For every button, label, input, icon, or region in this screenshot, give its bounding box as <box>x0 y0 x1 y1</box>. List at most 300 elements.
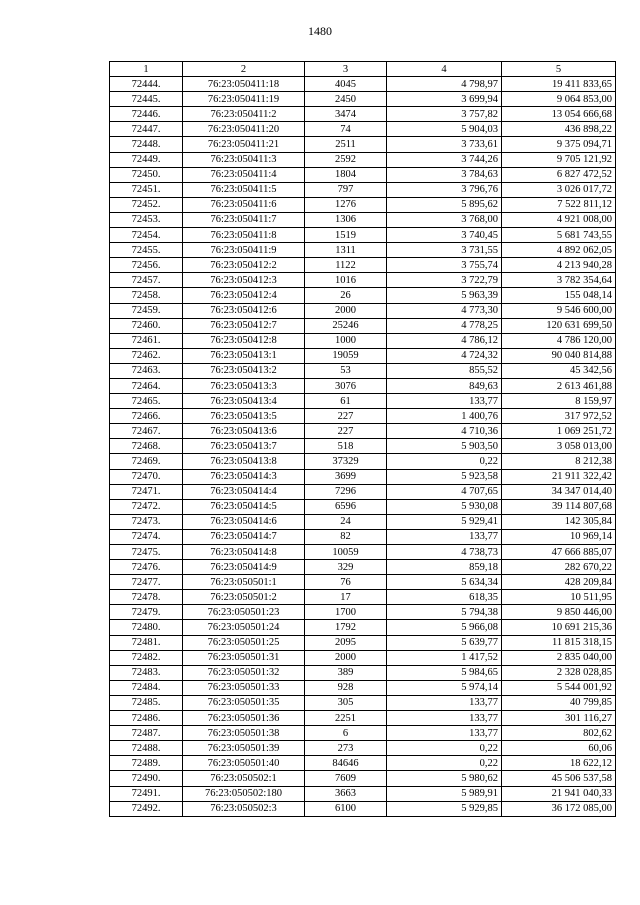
cadastral-number-cell: 76:23:050414:4 <box>183 484 305 499</box>
value-cell: 4 786 120,00 <box>502 333 616 348</box>
area-cell: 2511 <box>305 137 387 152</box>
rate-cell: 133,77 <box>387 711 502 726</box>
row-number-cell: 72478. <box>110 590 183 605</box>
table-row <box>110 212 616 227</box>
table-row <box>110 243 616 258</box>
cadastral-number-cell: 76:23:050414:5 <box>183 499 305 514</box>
table-row <box>110 197 616 212</box>
cadastral-number-cell: 76:23:050413:8 <box>183 454 305 469</box>
rate-cell: 3 796,76 <box>387 182 502 197</box>
rate-cell: 3 784,63 <box>387 167 502 182</box>
cadastral-number-cell: 76:23:050414:7 <box>183 529 305 544</box>
row-number-cell: 72449. <box>110 152 183 167</box>
rate-cell: 4 773,30 <box>387 303 502 318</box>
table-row <box>110 454 616 469</box>
area-cell: 82 <box>305 529 387 544</box>
value-cell: 2 328 028,85 <box>502 665 616 680</box>
rate-cell: 855,52 <box>387 363 502 378</box>
area-cell: 3663 <box>305 786 387 801</box>
area-cell: 227 <box>305 409 387 424</box>
cadastral-number-cell: 76:23:050413:1 <box>183 348 305 363</box>
area-cell: 19059 <box>305 348 387 363</box>
cadastral-number-cell: 76:23:050412:6 <box>183 303 305 318</box>
row-number-cell: 72456. <box>110 258 183 273</box>
value-cell: 3 026 017,72 <box>502 182 616 197</box>
cadastral-number-cell: 76:23:050502:3 <box>183 801 305 816</box>
rate-cell: 5 963,39 <box>387 288 502 303</box>
cadastral-number-cell: 76:23:050411:20 <box>183 122 305 137</box>
table-row <box>110 605 616 620</box>
rate-cell: 1 417,52 <box>387 650 502 665</box>
row-number-cell: 72487. <box>110 726 183 741</box>
table-row <box>110 665 616 680</box>
value-cell: 10 511,95 <box>502 590 616 605</box>
row-number-cell: 72483. <box>110 665 183 680</box>
column-header: 5 <box>502 62 616 77</box>
area-cell: 3474 <box>305 107 387 122</box>
area-cell: 6100 <box>305 801 387 816</box>
area-cell: 3699 <box>305 469 387 484</box>
area-cell: 26 <box>305 288 387 303</box>
area-cell: 7609 <box>305 771 387 786</box>
cadastral-number-cell: 76:23:050501:40 <box>183 756 305 771</box>
area-cell: 6596 <box>305 499 387 514</box>
row-number-cell: 72453. <box>110 212 183 227</box>
table-row <box>110 77 616 92</box>
column-header: 3 <box>305 62 387 77</box>
value-cell: 40 799,85 <box>502 695 616 710</box>
row-number-cell: 72461. <box>110 333 183 348</box>
area-cell: 6 <box>305 726 387 741</box>
value-cell: 18 622,12 <box>502 756 616 771</box>
cadastral-number-cell: 76:23:050411:4 <box>183 167 305 182</box>
row-number-cell: 72445. <box>110 92 183 107</box>
cadastral-number-cell: 76:23:050412:2 <box>183 258 305 273</box>
table-row <box>110 711 616 726</box>
table-row <box>110 333 616 348</box>
table-row <box>110 409 616 424</box>
row-number-cell: 72484. <box>110 680 183 695</box>
value-cell: 155 048,14 <box>502 288 616 303</box>
cadastral-number-cell: 76:23:050501:24 <box>183 620 305 635</box>
table-row <box>110 771 616 786</box>
table-row <box>110 756 616 771</box>
rate-cell: 133,77 <box>387 394 502 409</box>
table-row <box>110 650 616 665</box>
cadastral-number-cell: 76:23:050501:2 <box>183 590 305 605</box>
cadastral-number-cell: 76:23:050411:3 <box>183 152 305 167</box>
rate-cell: 3 768,00 <box>387 212 502 227</box>
area-cell: 1311 <box>305 243 387 258</box>
table-row <box>110 575 616 590</box>
row-number-cell: 72473. <box>110 514 183 529</box>
area-cell: 1519 <box>305 228 387 243</box>
value-cell: 21 941 040,33 <box>502 786 616 801</box>
value-cell: 4 921 008,00 <box>502 212 616 227</box>
rate-cell: 133,77 <box>387 726 502 741</box>
cadastral-number-cell: 76:23:050411:5 <box>183 182 305 197</box>
table-row <box>110 228 616 243</box>
row-number-cell: 72447. <box>110 122 183 137</box>
rate-cell: 3 731,55 <box>387 243 502 258</box>
rate-cell: 5 923,58 <box>387 469 502 484</box>
rate-cell: 3 757,82 <box>387 107 502 122</box>
rate-cell: 4 724,32 <box>387 348 502 363</box>
area-cell: 273 <box>305 741 387 756</box>
value-cell: 90 040 814,88 <box>502 348 616 363</box>
cadastral-number-cell: 76:23:050413:3 <box>183 378 305 393</box>
row-number-cell: 72451. <box>110 182 183 197</box>
value-cell: 9 546 600,00 <box>502 303 616 318</box>
rate-cell: 5 930,08 <box>387 499 502 514</box>
row-number-cell: 72488. <box>110 741 183 756</box>
area-cell: 3076 <box>305 378 387 393</box>
value-cell: 2 835 040,00 <box>502 650 616 665</box>
rate-cell: 5 929,85 <box>387 801 502 816</box>
table-row <box>110 499 616 514</box>
table-row <box>110 726 616 741</box>
row-number-cell: 72491. <box>110 786 183 801</box>
value-cell: 1 069 251,72 <box>502 424 616 439</box>
area-cell: 1000 <box>305 333 387 348</box>
rate-cell: 849,63 <box>387 378 502 393</box>
value-cell: 9 064 853,00 <box>502 92 616 107</box>
row-number-cell: 72466. <box>110 409 183 424</box>
cadastral-number-cell: 76:23:050412:3 <box>183 273 305 288</box>
value-cell: 5 544 001,92 <box>502 680 616 695</box>
cadastral-number-cell: 76:23:050412:4 <box>183 288 305 303</box>
value-cell: 802,62 <box>502 726 616 741</box>
area-cell: 1122 <box>305 258 387 273</box>
table-row <box>110 378 616 393</box>
table-row <box>110 786 616 801</box>
value-cell: 36 172 085,00 <box>502 801 616 816</box>
area-cell: 2251 <box>305 711 387 726</box>
cadastral-number-cell: 76:23:050501:23 <box>183 605 305 620</box>
table-row <box>110 801 616 816</box>
table-row <box>110 424 616 439</box>
cadastral-number-cell: 76:23:050501:36 <box>183 711 305 726</box>
cadastral-number-cell: 76:23:050411:18 <box>183 77 305 92</box>
cadastral-number-cell: 76:23:050501:35 <box>183 695 305 710</box>
row-number-cell: 72465. <box>110 394 183 409</box>
rate-cell: 4 786,12 <box>387 333 502 348</box>
value-cell: 120 631 699,50 <box>502 318 616 333</box>
cadastral-number-cell: 76:23:050411:8 <box>183 228 305 243</box>
rate-cell: 5 984,65 <box>387 665 502 680</box>
area-cell: 329 <box>305 560 387 575</box>
row-number-cell: 72485. <box>110 695 183 710</box>
table-row <box>110 680 616 695</box>
value-cell: 4 213 940,28 <box>502 258 616 273</box>
value-cell: 436 898,22 <box>502 122 616 137</box>
area-cell: 1804 <box>305 167 387 182</box>
area-cell: 2095 <box>305 635 387 650</box>
row-number-cell: 72450. <box>110 167 183 182</box>
value-cell: 2 613 461,88 <box>502 378 616 393</box>
value-cell: 9 850 446,00 <box>502 605 616 620</box>
value-cell: 428 209,84 <box>502 575 616 590</box>
table-row <box>110 514 616 529</box>
area-cell: 1276 <box>305 197 387 212</box>
row-number-cell: 72479. <box>110 605 183 620</box>
value-cell: 39 114 807,68 <box>502 499 616 514</box>
rate-cell: 3 699,94 <box>387 92 502 107</box>
value-cell: 3 058 013,00 <box>502 439 616 454</box>
area-cell: 2000 <box>305 650 387 665</box>
value-cell: 11 815 318,15 <box>502 635 616 650</box>
area-cell: 2000 <box>305 303 387 318</box>
table-row <box>110 439 616 454</box>
value-cell: 3 782 354,64 <box>502 273 616 288</box>
area-cell: 74 <box>305 122 387 137</box>
value-cell: 8 159,97 <box>502 394 616 409</box>
rate-cell: 5 980,62 <box>387 771 502 786</box>
area-cell: 2592 <box>305 152 387 167</box>
rate-cell: 1 400,76 <box>387 409 502 424</box>
row-number-cell: 72477. <box>110 575 183 590</box>
area-cell: 76 <box>305 575 387 590</box>
rate-cell: 3 740,45 <box>387 228 502 243</box>
row-number-cell: 72471. <box>110 484 183 499</box>
value-cell: 5 681 743,55 <box>502 228 616 243</box>
rate-cell: 0,22 <box>387 756 502 771</box>
cadastral-number-cell: 76:23:050414:8 <box>183 545 305 560</box>
area-cell: 1306 <box>305 212 387 227</box>
rate-cell: 0,22 <box>387 454 502 469</box>
row-number-cell: 72476. <box>110 560 183 575</box>
rate-cell: 0,22 <box>387 741 502 756</box>
row-number-cell: 72446. <box>110 107 183 122</box>
row-number-cell: 72474. <box>110 529 183 544</box>
cadastral-number-cell: 76:23:050411:2 <box>183 107 305 122</box>
rate-cell: 5 904,03 <box>387 122 502 137</box>
row-number-cell: 72481. <box>110 635 183 650</box>
area-cell: 53 <box>305 363 387 378</box>
table-row <box>110 137 616 152</box>
table-row <box>110 92 616 107</box>
area-cell: 61 <box>305 394 387 409</box>
table-row <box>110 273 616 288</box>
rate-cell: 4 738,73 <box>387 545 502 560</box>
rate-cell: 3 744,26 <box>387 152 502 167</box>
rate-cell: 133,77 <box>387 529 502 544</box>
row-number-cell: 72480. <box>110 620 183 635</box>
value-cell: 34 347 014,40 <box>502 484 616 499</box>
cadastral-number-cell: 76:23:050501:1 <box>183 575 305 590</box>
row-number-cell: 72490. <box>110 771 183 786</box>
area-cell: 10059 <box>305 545 387 560</box>
row-number-cell: 72462. <box>110 348 183 363</box>
value-cell: 10 691 215,36 <box>502 620 616 635</box>
data-table <box>109 61 616 817</box>
area-cell: 24 <box>305 514 387 529</box>
table-row <box>110 484 616 499</box>
area-cell: 17 <box>305 590 387 605</box>
value-cell: 317 972,52 <box>502 409 616 424</box>
rate-cell: 859,18 <box>387 560 502 575</box>
row-number-cell: 72448. <box>110 137 183 152</box>
table-header-row <box>110 62 616 77</box>
cadastral-number-cell: 76:23:050411:19 <box>183 92 305 107</box>
area-cell: 797 <box>305 182 387 197</box>
area-cell: 25246 <box>305 318 387 333</box>
rate-cell: 5 989,91 <box>387 786 502 801</box>
area-cell: 4045 <box>305 77 387 92</box>
row-number-cell: 72475. <box>110 545 183 560</box>
value-cell: 45 506 537,58 <box>502 771 616 786</box>
table-row <box>110 258 616 273</box>
cadastral-number-cell: 76:23:050501:32 <box>183 665 305 680</box>
page-number: 1480 <box>308 24 332 38</box>
column-header: 4 <box>387 62 502 77</box>
value-cell: 4 892 062,05 <box>502 243 616 258</box>
cadastral-number-cell: 76:23:050412:8 <box>183 333 305 348</box>
table-row <box>110 590 616 605</box>
row-number-cell: 72489. <box>110 756 183 771</box>
rate-cell: 5 639,77 <box>387 635 502 650</box>
table-body <box>110 62 616 817</box>
table-row <box>110 469 616 484</box>
table-row <box>110 695 616 710</box>
cadastral-number-cell: 76:23:050412:7 <box>183 318 305 333</box>
area-cell: 227 <box>305 424 387 439</box>
table-row <box>110 122 616 137</box>
table-row <box>110 152 616 167</box>
cadastral-number-cell: 76:23:050501:33 <box>183 680 305 695</box>
table-row <box>110 620 616 635</box>
row-number-cell: 72454. <box>110 228 183 243</box>
value-cell: 47 666 885,07 <box>502 545 616 560</box>
row-number-cell: 72459. <box>110 303 183 318</box>
row-number-cell: 72468. <box>110 439 183 454</box>
rate-cell: 5 794,38 <box>387 605 502 620</box>
row-number-cell: 72444. <box>110 77 183 92</box>
area-cell: 305 <box>305 695 387 710</box>
rate-cell: 5 895,62 <box>387 197 502 212</box>
rate-cell: 5 903,50 <box>387 439 502 454</box>
cadastral-number-cell: 76:23:050501:38 <box>183 726 305 741</box>
cadastral-number-cell: 76:23:050411:21 <box>183 137 305 152</box>
row-number-cell: 72452. <box>110 197 183 212</box>
value-cell: 45 342,56 <box>502 363 616 378</box>
row-number-cell: 72470. <box>110 469 183 484</box>
table-row <box>110 363 616 378</box>
row-number-cell: 72455. <box>110 243 183 258</box>
row-number-cell: 72460. <box>110 318 183 333</box>
value-cell: 9 705 121,92 <box>502 152 616 167</box>
row-number-cell: 72464. <box>110 378 183 393</box>
table-row <box>110 107 616 122</box>
rate-cell: 4 710,36 <box>387 424 502 439</box>
table-row <box>110 318 616 333</box>
rate-cell: 5 929,41 <box>387 514 502 529</box>
area-cell: 1792 <box>305 620 387 635</box>
area-cell: 518 <box>305 439 387 454</box>
table-row <box>110 529 616 544</box>
table-row <box>110 545 616 560</box>
rate-cell: 3 733,61 <box>387 137 502 152</box>
cadastral-number-cell: 76:23:050501:31 <box>183 650 305 665</box>
value-cell: 60,06 <box>502 741 616 756</box>
rate-cell: 4 778,25 <box>387 318 502 333</box>
table-row <box>110 288 616 303</box>
rate-cell: 5 966,08 <box>387 620 502 635</box>
row-number-cell: 72467. <box>110 424 183 439</box>
rate-cell: 4 707,65 <box>387 484 502 499</box>
cadastral-number-cell: 76:23:050501:25 <box>183 635 305 650</box>
value-cell: 282 670,22 <box>502 560 616 575</box>
area-cell: 37329 <box>305 454 387 469</box>
column-header: 2 <box>183 62 305 77</box>
cadastral-number-cell: 76:23:050414:9 <box>183 560 305 575</box>
value-cell: 10 969,14 <box>502 529 616 544</box>
rate-cell: 4 798,97 <box>387 77 502 92</box>
value-cell: 7 522 811,12 <box>502 197 616 212</box>
row-number-cell: 72469. <box>110 454 183 469</box>
area-cell: 928 <box>305 680 387 695</box>
row-number-cell: 72486. <box>110 711 183 726</box>
cadastral-number-cell: 76:23:050413:4 <box>183 394 305 409</box>
value-cell: 8 212,38 <box>502 454 616 469</box>
row-number-cell: 72457. <box>110 273 183 288</box>
cadastral-number-cell: 76:23:050413:6 <box>183 424 305 439</box>
area-cell: 1016 <box>305 273 387 288</box>
value-cell: 9 375 094,71 <box>502 137 616 152</box>
row-number-cell: 72492. <box>110 801 183 816</box>
cadastral-number-cell: 76:23:050501:39 <box>183 741 305 756</box>
column-header: 1 <box>110 62 183 77</box>
table-row <box>110 635 616 650</box>
cadastral-number-cell: 76:23:050411:6 <box>183 197 305 212</box>
cadastral-number-cell: 76:23:050411:9 <box>183 243 305 258</box>
cadastral-number-cell: 76:23:050413:5 <box>183 409 305 424</box>
rate-cell: 5 974,14 <box>387 680 502 695</box>
rate-cell: 618,35 <box>387 590 502 605</box>
value-cell: 19 411 833,65 <box>502 77 616 92</box>
cadastral-number-cell: 76:23:050413:7 <box>183 439 305 454</box>
cadastral-number-cell: 76:23:050502:1 <box>183 771 305 786</box>
value-cell: 6 827 472,52 <box>502 167 616 182</box>
area-cell: 84646 <box>305 756 387 771</box>
row-number-cell: 72482. <box>110 650 183 665</box>
row-number-cell: 72463. <box>110 363 183 378</box>
cadastral-number-cell: 76:23:050414:6 <box>183 514 305 529</box>
value-cell: 301 116,27 <box>502 711 616 726</box>
rate-cell: 133,77 <box>387 695 502 710</box>
table-row <box>110 348 616 363</box>
rate-cell: 5 634,34 <box>387 575 502 590</box>
row-number-cell: 72472. <box>110 499 183 514</box>
area-cell: 7296 <box>305 484 387 499</box>
rate-cell: 3 755,74 <box>387 258 502 273</box>
table-row <box>110 303 616 318</box>
value-cell: 142 305,84 <box>502 514 616 529</box>
rate-cell: 3 722,79 <box>387 273 502 288</box>
cadastral-number-cell: 76:23:050502:180 <box>183 786 305 801</box>
table-row <box>110 167 616 182</box>
area-cell: 1700 <box>305 605 387 620</box>
area-cell: 389 <box>305 665 387 680</box>
area-cell: 2450 <box>305 92 387 107</box>
cadastral-number-cell: 76:23:050414:3 <box>183 469 305 484</box>
value-cell: 13 054 666,68 <box>502 107 616 122</box>
cadastral-number-cell: 76:23:050411:7 <box>183 212 305 227</box>
table-row <box>110 182 616 197</box>
table-row <box>110 394 616 409</box>
cadastral-number-cell: 76:23:050413:2 <box>183 363 305 378</box>
value-cell: 21 911 322,42 <box>502 469 616 484</box>
